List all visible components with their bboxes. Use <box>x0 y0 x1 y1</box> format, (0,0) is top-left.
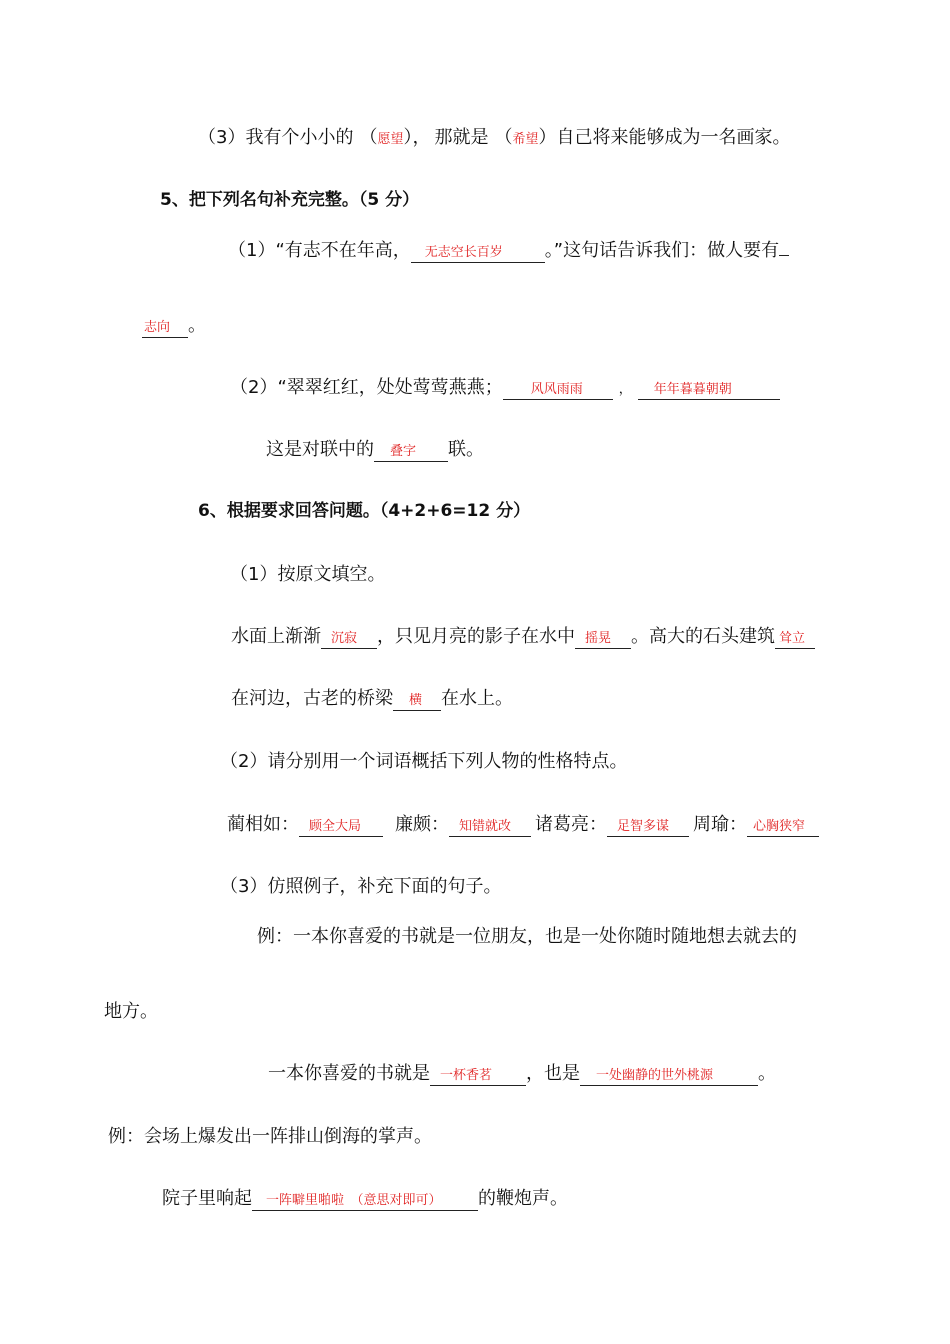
answer-wish: 愿望 <box>377 132 404 147</box>
example-1-line2: 地方。 <box>104 1001 158 1022</box>
sec6-sub1-line1 <box>231 624 815 650</box>
blank-start <box>779 255 789 256</box>
sec5-item1-line2 <box>142 313 206 339</box>
sec6-sub1-l2-post: 在水上。 <box>441 688 513 709</box>
answer-blank: 一杯香茗 <box>440 1068 493 1083</box>
example-2: 例：会场上爆发出一阵排山倒海的掌声。 <box>108 1126 432 1147</box>
sec6-sub1-l1-mid2: 。高大的石头建筑 <box>631 626 775 647</box>
answer-blank: 足智多谋 <box>617 819 670 834</box>
blank <box>393 690 441 711</box>
blank <box>321 628 377 649</box>
answer-line-2 <box>162 1186 568 1212</box>
answer-line-1-mid: ，也是 <box>526 1063 580 1084</box>
person-zhuge-liang: 诸葛亮： <box>535 814 607 835</box>
sec5-item2-line2-post: 联。 <box>448 439 484 460</box>
q4-item3 <box>198 125 790 153</box>
sec5-item1-mid: 。”这句话告诉我们：做人要有 <box>544 240 780 261</box>
blank <box>449 816 531 837</box>
sec5-item1-line1 <box>228 238 789 264</box>
sec6-sub2-title: （2）请分别用一个词语概括下列人物的性格特点。 <box>220 751 628 772</box>
sec5-item2-line2-pre: 这是对联中的 <box>266 439 374 460</box>
sec5-item1-pre: （1）“有志不在年高， <box>228 240 411 261</box>
sec6-sub1-l1-pre: 水面上渐渐 <box>231 626 321 647</box>
blank <box>607 816 689 837</box>
answer-blank: 沉寂 <box>331 631 358 646</box>
sec5-item2-pre: （2）“翠翠红红，处处莺莺燕燕； <box>230 377 503 398</box>
answer-blank: 耸立 <box>779 631 806 646</box>
example-1-line1: 例：一本你喜爱的书就是一位朋友，也是一处你随时随地想去就去的 <box>257 926 797 947</box>
q4-item3-pre: （3）我有个小小的 <box>198 127 354 148</box>
answer-blank: 一处幽静的世外桃源 <box>596 1068 714 1083</box>
paren-open: （ <box>359 127 378 148</box>
paren-close: ） <box>538 127 557 148</box>
section-5-heading: 5、把下列名句补充完整。（5 分） <box>160 190 420 210</box>
blank <box>503 379 613 400</box>
blank <box>430 1065 526 1086</box>
answer-blank: 一阵噼里啪啦 （意思对即可） <box>266 1193 442 1208</box>
sec5-item2-line1 <box>230 375 780 403</box>
sec6-sub1-title: （1）按原文填空。 <box>230 564 386 585</box>
answer-line-1-pre: 一本你喜爱的书就是 <box>268 1063 430 1084</box>
blank <box>142 317 188 338</box>
blank <box>747 816 819 837</box>
blank <box>252 1190 478 1211</box>
comma: ， <box>618 382 632 397</box>
answer-hope: 希望 <box>512 132 539 147</box>
person-lin-xiangru: 蔺相如： <box>227 814 299 835</box>
sec6-sub3-title: （3）仿照例子，补充下面的句子。 <box>220 876 502 897</box>
answer-blank: 心胸狭窄 <box>753 819 806 834</box>
q4-item3-post: 自己将来能够成为一名画家。 <box>556 127 791 148</box>
sec6-sub1-l1-mid1: ，只见月亮的影子在水中 <box>377 626 575 647</box>
blank <box>374 441 448 462</box>
period: 。 <box>188 315 206 336</box>
blank <box>411 242 545 263</box>
answer-line-1-post: 。 <box>758 1063 776 1084</box>
answer-blank: 摇晃 <box>585 631 612 646</box>
q4-item3-mid: 那就是 <box>434 127 489 148</box>
answer-line-2-post: 的鞭炮声。 <box>478 1188 568 1209</box>
blank <box>775 628 815 649</box>
answer-blank: 风风雨雨 <box>530 382 583 397</box>
blank <box>299 816 383 837</box>
answer-blank: 顾全大局 <box>309 819 362 834</box>
answer-blank: 年年暮暮朝朝 <box>653 382 732 397</box>
answer-line-2-pre: 院子里响起 <box>162 1188 252 1209</box>
answer-line-1 <box>268 1061 776 1087</box>
answer-blank: 横 <box>409 693 423 708</box>
paren-close: ）， <box>403 127 431 148</box>
person-zhou-yu: 周瑜： <box>693 814 747 835</box>
person-lian-po: 廉颇： <box>395 814 449 835</box>
answer-blank: 志向 <box>144 320 171 335</box>
paren-open: （ <box>494 127 513 148</box>
sec6-sub1-l2-pre: 在河边，古老的桥梁 <box>231 688 393 709</box>
blank <box>580 1065 758 1086</box>
sec5-item2-line2 <box>266 437 484 463</box>
answer-blank: 叠字 <box>390 444 417 459</box>
sec6-sub1-line2 <box>231 686 513 712</box>
blank <box>575 628 631 649</box>
answer-blank: 知错就改 <box>459 819 512 834</box>
section-6-heading: 6、根据要求回答问题。（4+2+6=12 分） <box>198 501 531 521</box>
answer-blank: 无志空长百岁 <box>424 245 503 260</box>
blank <box>638 379 780 400</box>
sec6-sub2-answers <box>227 812 819 838</box>
